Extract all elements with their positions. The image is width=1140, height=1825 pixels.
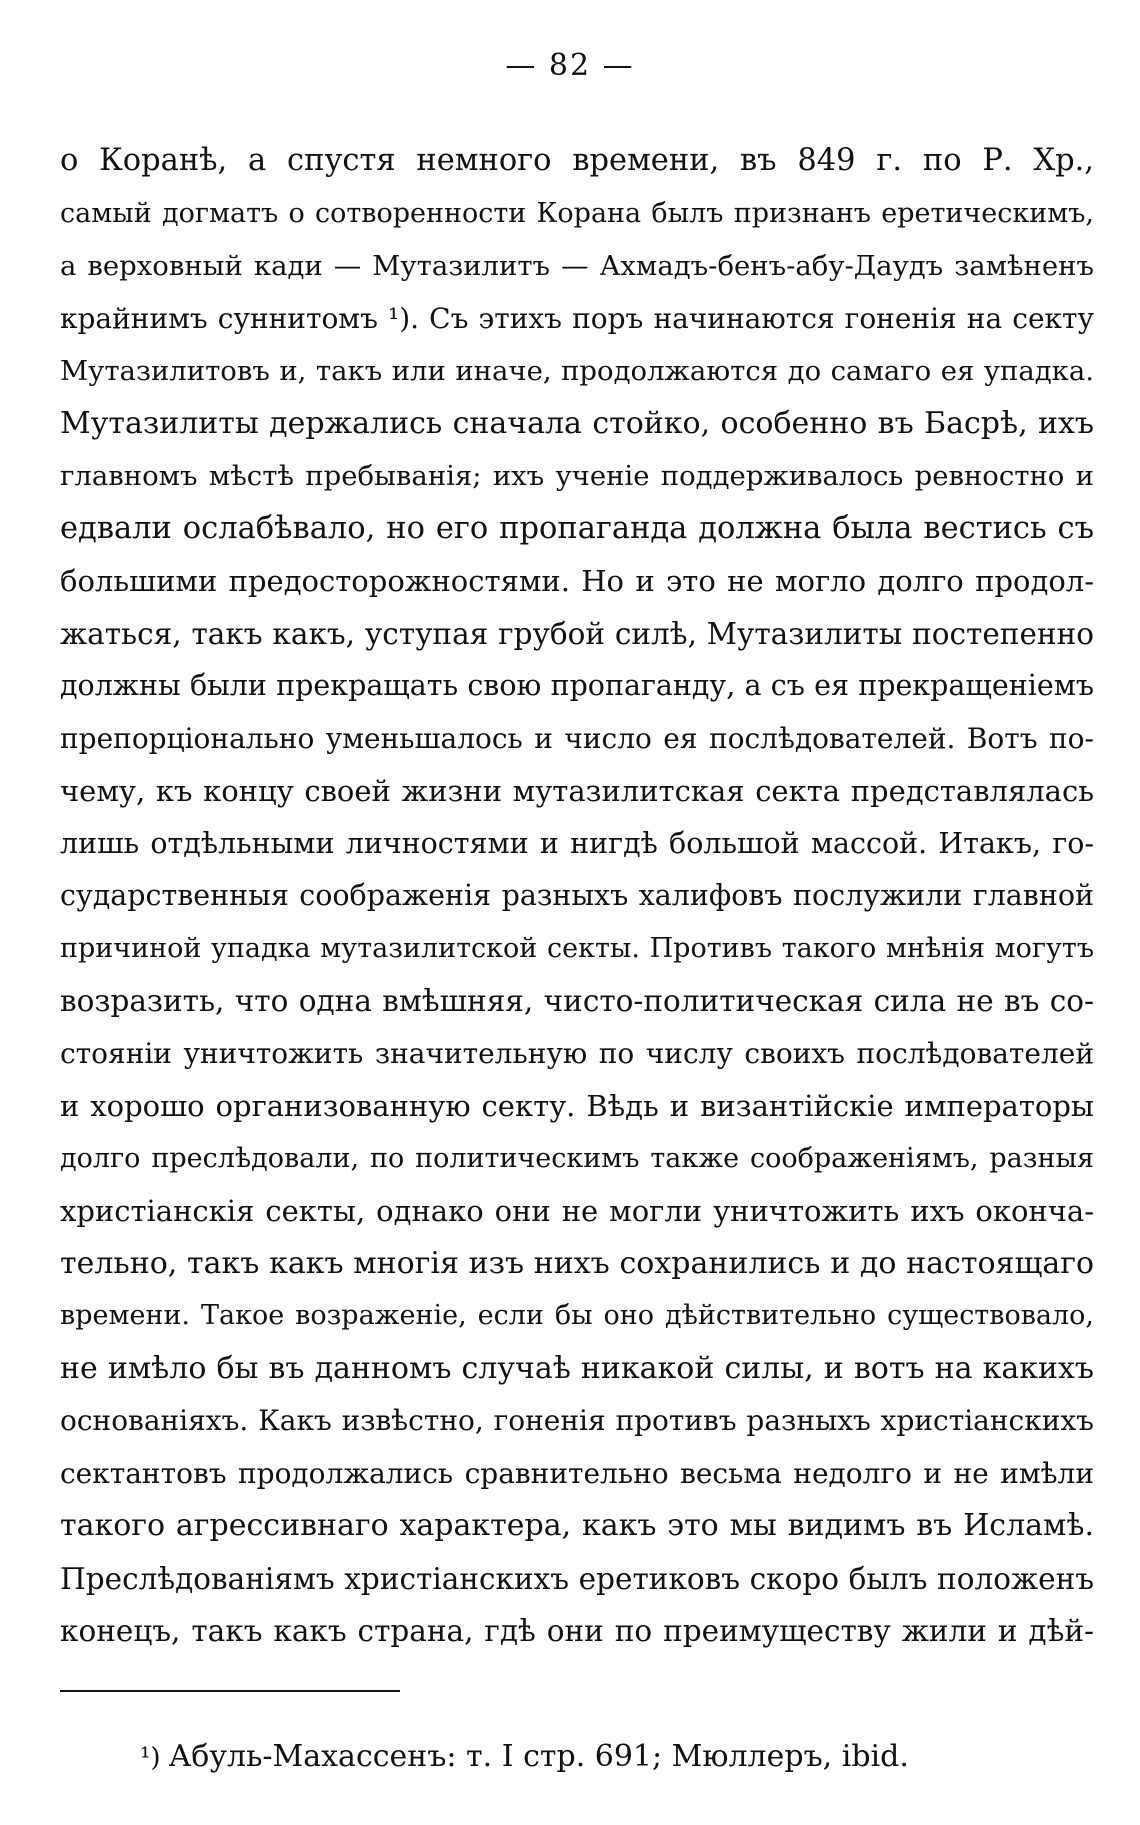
text-line: сударственныя соображенія разныхъ халифовъ послужили главной xyxy=(60,879,1094,912)
text-line: самый догматъ о сотворенности Корана былъ признанъ еретическимъ, xyxy=(60,197,1094,229)
text-line: тельно, такъ какъ многія изъ нихъ сохранились и до настоящаго xyxy=(60,1245,1094,1281)
text-line: а верховный кади — Мутазилитъ — Ахмадъ-бенъ-абу-Даудъ замѣненъ xyxy=(60,250,1094,282)
text-line: Мутазилиты держались сначала стойко, особенно въ Басрѣ, ихъ xyxy=(60,405,1094,441)
page-number: — 82 — xyxy=(505,48,635,83)
text-line: основаніяхъ. Какъ извѣстно, гоненія противъ разныхъ христіанскихъ xyxy=(60,1404,1094,1437)
text-line: христіанскія секты, однако они не могли уничтожить ихъ оконча- xyxy=(60,1194,1094,1228)
text-line: едвали ослабѣвало, но его пропаганда должна была вестись съ xyxy=(60,510,1094,546)
text-line: жаться, такъ какъ, уступая грубой силѣ, Мутазилиты постепенно xyxy=(60,616,1094,651)
footnote-mark: ¹) xyxy=(140,1743,161,1773)
text-line: Мутазилитовъ и, такъ или иначе, продолжаются до самаго ея упадка. xyxy=(60,355,1094,387)
text-line: крайнимъ суннитомъ ¹). Съ этихъ поръ начинаются гоненія на секту xyxy=(60,301,1094,335)
text-line: возразить, что одна вмѣшняя, чисто-политическая сила не въ со- xyxy=(60,984,1094,1018)
footnote xyxy=(140,1737,909,1778)
text-line: препорціонально уменьшалось и число ея послѣдователей. Вотъ по- xyxy=(60,721,1094,755)
body-text xyxy=(60,135,1094,1658)
text-line: Преслѣдованіямъ христіанскихъ еретиковъ скоро былъ положенъ xyxy=(60,1561,1094,1596)
footnote-rule xyxy=(60,1690,400,1692)
text-line: не имѣло бы въ данномъ случаѣ никакой силы, и вотъ на какихъ xyxy=(60,1350,1094,1386)
text-line: стояніи уничтожить значительную по числу своихъ послѣдователей xyxy=(60,1036,1094,1070)
text-line: сектантовъ продолжались сравнительно весьма недолго и не имѣли xyxy=(60,1456,1094,1490)
text-line: причиной упадка мутазилитской секты. Противъ такого мнѣнія могутъ xyxy=(60,932,1094,964)
text-line: и хорошо организованную секту. Вѣдь и византійскіе императоры xyxy=(60,1089,1094,1123)
footnote-text: Абуль-Махассенъ: т. I стр. 691; Мюллеръ, ibid. xyxy=(168,1739,909,1774)
text-line: о Коранѣ, а спустя немного времени, въ 849 г. по Р. Хр., xyxy=(60,143,1094,178)
text-line: конецъ, такъ какъ страна, гдѣ они по преимуществу жили и дѣй- xyxy=(60,1614,1094,1648)
text-line: большими предосторожностями. Но и это не могло долго продол- xyxy=(60,564,1094,598)
text-line: лишь отдѣльными личностями и нигдѣ большой массой. Итакъ, го- xyxy=(60,826,1094,860)
text-line: главномъ мѣстѣ пребыванія; ихъ ученіе поддерживалось ревностно и xyxy=(60,460,1094,492)
text-line: долго преслѣдовали, по политическимъ также соображеніямъ, разныя xyxy=(60,1142,1094,1174)
text-line: должны были прекращать свою пропаганду, а съ ея прекращеніемъ xyxy=(60,669,1094,702)
text-line: времени. Такое возраженіе, если бы оно дѣйствительно существовало, xyxy=(60,1300,1094,1331)
text-line: такого агрессивнаго характера, какъ это мы видимъ въ Исламѣ. xyxy=(60,1508,1094,1543)
text-line: чему, къ концу своей жизни мутазилитская секта представлялась xyxy=(60,774,1094,808)
